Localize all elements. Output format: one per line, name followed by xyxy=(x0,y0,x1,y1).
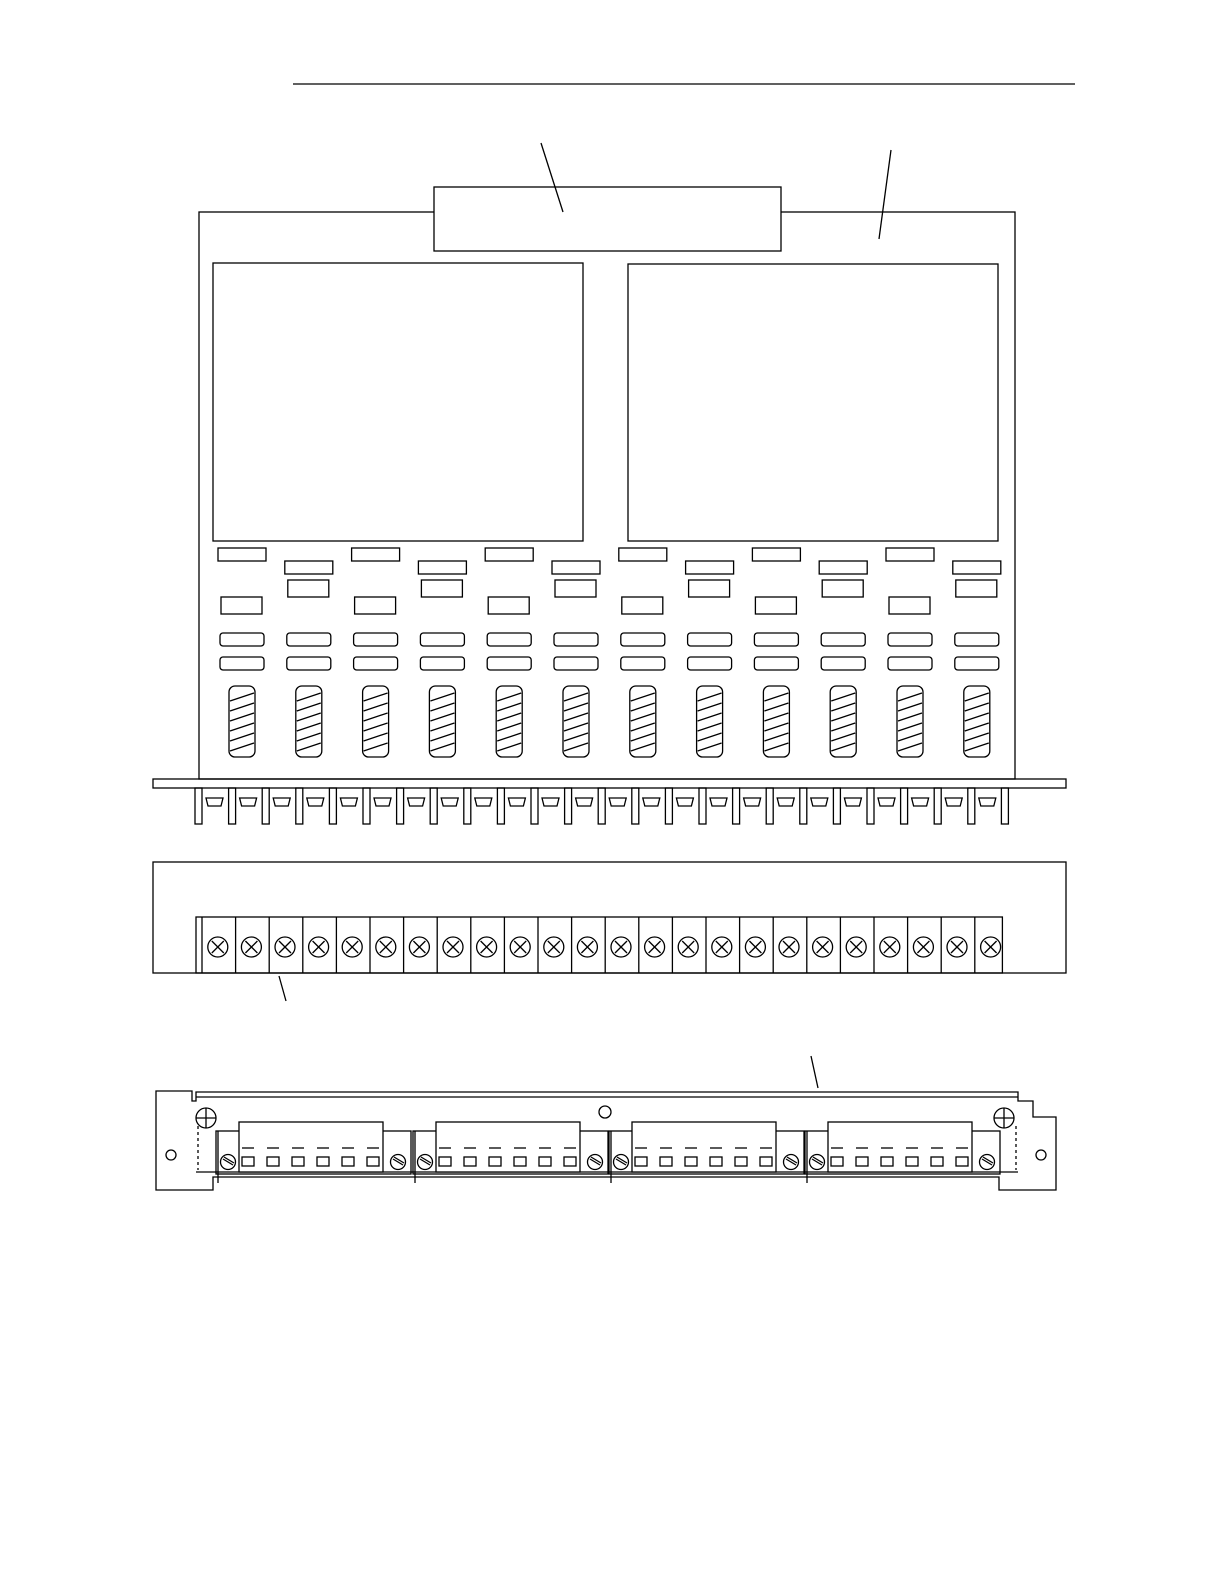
right-panel xyxy=(628,264,998,541)
terminal-screw-icon xyxy=(740,917,766,973)
pin-tab xyxy=(273,798,290,806)
phillips-screw-right-icon xyxy=(994,1108,1014,1128)
mounting-rail xyxy=(153,779,1066,788)
pin-tab xyxy=(206,798,223,806)
indicator-mid xyxy=(622,597,663,614)
end-screw-right-icon xyxy=(784,1155,799,1170)
terminal-screw-icon xyxy=(236,917,262,973)
terminal-screw-icon xyxy=(908,917,934,973)
status-strip-lower xyxy=(287,657,331,670)
pin-tab xyxy=(844,798,861,806)
spring-coil-icon xyxy=(964,686,990,757)
terminal-screw-icon xyxy=(538,917,564,973)
leader-line-housing xyxy=(879,150,891,239)
phillips-screw-left-icon xyxy=(196,1108,216,1128)
indicator-mid xyxy=(221,597,262,614)
terminal-screw-icon xyxy=(605,917,631,973)
pin xyxy=(800,788,807,824)
terminal-screw-icon xyxy=(471,917,497,973)
status-strip-upper xyxy=(821,633,865,646)
pin xyxy=(464,788,471,824)
left-panel xyxy=(213,263,583,541)
end-screw-right-icon xyxy=(391,1155,406,1170)
indicator-top xyxy=(752,548,800,561)
terminal-screw-icon xyxy=(202,917,228,973)
indicator-mid xyxy=(288,580,329,597)
pin-tab xyxy=(508,798,525,806)
status-strip-upper xyxy=(420,633,464,646)
terminal-screw-icon xyxy=(269,917,295,973)
terminal-screw-icon xyxy=(706,917,732,973)
pin-tab xyxy=(441,798,458,806)
block-top xyxy=(239,1122,383,1172)
indicator-top xyxy=(686,561,734,574)
status-strip-lower xyxy=(554,657,598,670)
spring-coil-icon xyxy=(296,686,322,757)
channel-6 xyxy=(552,561,600,757)
indicator-mid xyxy=(956,580,997,597)
terminal-screw-icon xyxy=(874,917,900,973)
indicator-mid xyxy=(822,580,863,597)
channel-8 xyxy=(686,561,734,757)
pin xyxy=(901,788,908,824)
status-strip-lower xyxy=(487,657,531,670)
pin-tab xyxy=(374,798,391,806)
indicator-mid xyxy=(889,597,930,614)
pin xyxy=(262,788,269,824)
pin xyxy=(598,788,605,824)
pin xyxy=(665,788,672,824)
pin xyxy=(766,788,773,824)
connector-block-2 xyxy=(413,1122,608,1183)
pin-tab xyxy=(777,798,794,806)
terminal-screw-icon xyxy=(504,917,530,973)
terminal-screw-icon xyxy=(437,917,463,973)
pin-tab xyxy=(710,798,727,806)
terminal-screw-icon xyxy=(639,917,665,973)
module-front-view xyxy=(153,187,1066,824)
pin xyxy=(934,788,941,824)
status-strip-upper xyxy=(955,633,999,646)
status-strip-lower xyxy=(420,657,464,670)
end-screw-right-icon xyxy=(588,1155,603,1170)
status-strip-upper xyxy=(554,633,598,646)
pin xyxy=(632,788,639,824)
pin-tab xyxy=(340,798,357,806)
pin xyxy=(363,788,370,824)
status-strip-upper xyxy=(487,633,531,646)
spring-coil-icon xyxy=(363,686,389,757)
channel-4 xyxy=(418,561,466,757)
pin-tab xyxy=(676,798,693,806)
channel-2 xyxy=(285,561,333,757)
terminal-screw-icon xyxy=(404,917,430,973)
pin-tab xyxy=(307,798,324,806)
status-strip-lower xyxy=(354,657,398,670)
pin xyxy=(229,788,236,824)
status-strip-upper xyxy=(688,633,732,646)
indicator-mid xyxy=(755,597,796,614)
indicator-mid xyxy=(355,597,396,614)
connector-block-1 xyxy=(216,1122,411,1183)
indicator-top xyxy=(418,561,466,574)
pin xyxy=(968,788,975,824)
indicator-mid xyxy=(488,597,529,614)
terminal-screw-icon xyxy=(336,917,362,973)
indicator-mid xyxy=(555,580,596,597)
status-strip-lower xyxy=(821,657,865,670)
channel-9 xyxy=(752,548,800,757)
pin xyxy=(699,788,706,824)
pin-tab xyxy=(240,798,257,806)
spring-coil-icon xyxy=(563,686,589,757)
mounting-hole-right xyxy=(1036,1150,1046,1160)
connector-blocks xyxy=(216,1122,1000,1183)
indicator-top xyxy=(619,548,667,561)
pin-tab xyxy=(643,798,660,806)
indicator-mid xyxy=(689,580,730,597)
indicator-top xyxy=(552,561,600,574)
channel-components xyxy=(218,548,1001,757)
pin xyxy=(833,788,840,824)
label-window xyxy=(434,187,781,251)
pin xyxy=(329,788,336,824)
pin-tab xyxy=(744,798,761,806)
pin-tab xyxy=(811,798,828,806)
terminal-screw-icon xyxy=(370,917,396,973)
leader-line-bracket xyxy=(811,1056,818,1088)
spring-coil-icon xyxy=(429,686,455,757)
bracket-view xyxy=(156,1091,1056,1190)
connector-pins xyxy=(195,788,1008,824)
status-strip-lower xyxy=(888,657,932,670)
status-strip-lower xyxy=(754,657,798,670)
spring-coil-icon xyxy=(897,686,923,757)
indicator-top xyxy=(819,561,867,574)
terminal-screw-icon xyxy=(672,917,698,973)
status-strip-lower xyxy=(621,657,665,670)
terminal-screw-icon xyxy=(303,917,329,973)
terminal-strip-view xyxy=(153,862,1066,973)
end-screw-left-icon xyxy=(418,1155,433,1170)
channel-12 xyxy=(953,561,1001,757)
indicator-top xyxy=(285,561,333,574)
spring-coil-icon xyxy=(229,686,255,757)
status-strip-lower xyxy=(220,657,264,670)
spring-coil-icon xyxy=(763,686,789,757)
channel-11 xyxy=(886,548,934,757)
channel-3 xyxy=(352,548,400,757)
pin xyxy=(497,788,504,824)
pin xyxy=(531,788,538,824)
pin xyxy=(195,788,202,824)
block-top xyxy=(632,1122,776,1172)
status-strip-upper xyxy=(354,633,398,646)
end-screw-left-icon xyxy=(810,1155,825,1170)
pin xyxy=(1001,788,1008,824)
pin-tab xyxy=(408,798,425,806)
spring-coil-icon xyxy=(830,686,856,757)
indicator-mid xyxy=(421,580,462,597)
spring-coil-icon xyxy=(630,686,656,757)
status-strip-upper xyxy=(754,633,798,646)
pin xyxy=(565,788,572,824)
pin-tab xyxy=(542,798,559,806)
spring-coil-icon xyxy=(496,686,522,757)
pin xyxy=(296,788,303,824)
terminal-screw-icon xyxy=(807,917,833,973)
pin xyxy=(867,788,874,824)
pin xyxy=(397,788,404,824)
terminal-screw-icon xyxy=(840,917,866,973)
status-strip-upper xyxy=(220,633,264,646)
indicator-top xyxy=(352,548,400,561)
status-strip-lower xyxy=(955,657,999,670)
indicator-top xyxy=(953,561,1001,574)
indicator-top xyxy=(485,548,533,561)
spring-coil-icon xyxy=(697,686,723,757)
connector-block-3 xyxy=(609,1122,804,1183)
pin-tab xyxy=(878,798,895,806)
channel-10 xyxy=(819,561,867,757)
status-strip-upper xyxy=(621,633,665,646)
indicator-top xyxy=(886,548,934,561)
terminal-screw-icon xyxy=(975,917,1001,973)
channel-1 xyxy=(218,548,266,757)
status-strip-upper xyxy=(888,633,932,646)
terminal-row xyxy=(196,917,1002,973)
pin xyxy=(733,788,740,824)
terminal-screw-icon xyxy=(773,917,799,973)
center-hole xyxy=(599,1106,611,1118)
channel-7 xyxy=(619,548,667,757)
status-strip-upper xyxy=(287,633,331,646)
end-screw-left-icon xyxy=(221,1155,236,1170)
mounting-hole-left xyxy=(166,1150,176,1160)
status-strip-lower xyxy=(688,657,732,670)
pin-tab xyxy=(475,798,492,806)
block-top xyxy=(436,1122,580,1172)
block-top xyxy=(828,1122,972,1172)
pin-tab xyxy=(609,798,626,806)
pin-tab xyxy=(979,798,996,806)
terminal-screw-icon xyxy=(941,917,967,973)
pin-tab xyxy=(912,798,929,806)
pin xyxy=(430,788,437,824)
connector-block-4 xyxy=(805,1122,1000,1183)
terminal-screw-icon xyxy=(572,917,598,973)
pin-tab xyxy=(945,798,962,806)
end-screw-left-icon xyxy=(614,1155,629,1170)
indicator-top xyxy=(218,548,266,561)
pin-tab xyxy=(576,798,593,806)
leader-line-terminal xyxy=(279,976,286,1001)
channel-5 xyxy=(485,548,533,757)
end-screw-right-icon xyxy=(980,1155,995,1170)
